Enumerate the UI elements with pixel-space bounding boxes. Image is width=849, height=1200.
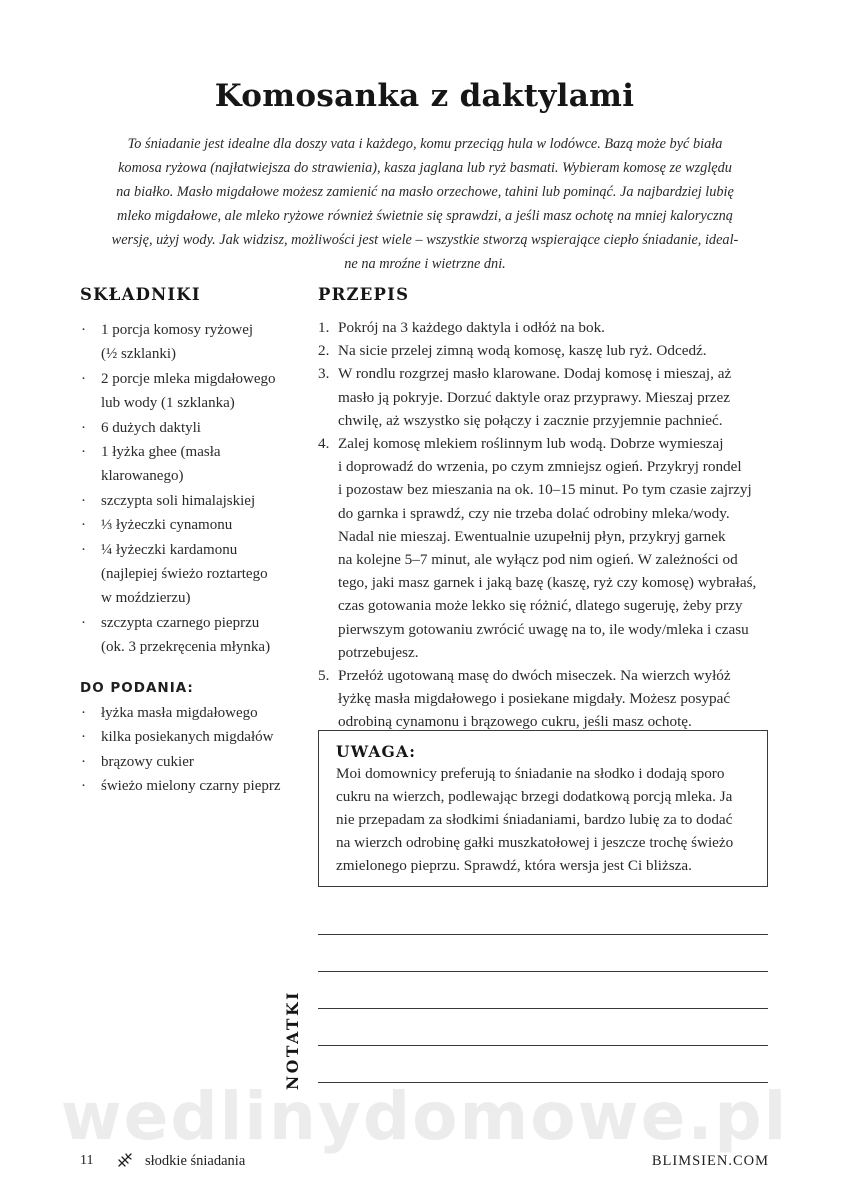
note-line-text: na wierzch odrobinę gałki muszkatołowej i jeszcze trochę świeżo: [336, 834, 734, 851]
page-number: 11: [80, 1153, 94, 1168]
ingredient-text: klarowanego): [101, 468, 184, 485]
step-text: W rondlu rozgrzej masło klarowane. Dodaj komosę i mieszaj, aż: [338, 365, 732, 383]
ingredient-item: [80, 538, 305, 611]
step-text: odrobiną cynamonu i brązowego cukru, jeśli masz ochotę.: [338, 713, 692, 731]
step-number: 1.: [318, 319, 330, 336]
page-title: Komosanka z daktylami: [214, 78, 635, 114]
recipe-step: [318, 664, 778, 734]
ingredient-text: (ok. 3 przekręcenia młynka): [101, 639, 271, 656]
step-text: na kolejne 5–7 minut, ale wyłącz pod nim ogień. W zależności od: [338, 551, 738, 569]
step-text: łyżkę masła migdałowego i posiekane migdały. Możesz posypać: [338, 690, 731, 708]
ingredients-list: [80, 318, 305, 660]
bullet-icon: ·: [81, 778, 86, 795]
step-text: do garnka i sprawdź, czy nie trzeba dolać odrobiny mleka/wody.: [338, 504, 730, 522]
step-text: Zalej komosę mlekiem roślinnym lub wodą. Dobrze wymieszaj: [338, 435, 724, 453]
step-text: i pozostaw bez mieszania na ok. 10–15 minut. Po tym czasie zajrzyj: [338, 481, 752, 499]
ingredient-text: 2 porcje mleka migdałowego: [101, 370, 276, 387]
step-text: Przełóż ugotowaną masę do dwóch miseczek. Na wierzch wyłóż: [338, 667, 731, 685]
intro-paragraph: [100, 132, 750, 277]
ingredient-item: [80, 440, 305, 489]
step-number: 4.: [318, 435, 330, 453]
ingredient-text: szczypta czarnego pieprzu: [101, 614, 260, 631]
bullet-icon: ·: [81, 753, 86, 770]
serving-list: [80, 701, 305, 799]
ingredient-text: w moździerzu): [101, 590, 191, 607]
notes-label: NOTATKI: [283, 990, 302, 1090]
serving-item: [80, 750, 305, 774]
bullet-icon: ·: [81, 444, 86, 461]
ingredient-text: (½ szklanki): [101, 346, 176, 363]
notes-writing-line: [318, 934, 768, 935]
intro-line: mleko migdałowe, ale mleko ryżowe również świetnie się sprawdzi, a jeśli masz ochotę na mniej kaloryczną: [117, 208, 733, 225]
serving-text: brązowy cukier: [101, 753, 194, 770]
ingredients-heading: SKŁADNIKI: [80, 285, 201, 304]
intro-line: komosa ryżowa (najłatwiejsza do strawienia), kasza jaglana lub ryż basmati. Wybieram komosę ze względu: [118, 160, 732, 177]
notes-writing-line: [318, 971, 768, 972]
ingredient-item: [80, 513, 305, 537]
ingredient-text: (najlepiej świeżo roztartego: [101, 566, 268, 583]
ingredient-item: [80, 367, 305, 416]
serving-heading: DO PODANIA:: [80, 680, 194, 696]
step-text: pierwszym gotowaniu zwrócić uwagę na to, ile wody/mleka i czasu: [338, 620, 749, 638]
serving-item: [80, 725, 305, 749]
step-text: tego, jaki masz garnek i jaką bazę (kaszę, ryż czy komosę) wybrałaś,: [338, 574, 757, 592]
note-title: UWAGA:: [336, 742, 417, 761]
step-text: Nadal nie mieszaj. Ewentualnie uzupełnij płyn, przykryj garnek: [338, 527, 726, 545]
leaf-icon: [116, 1151, 134, 1169]
serving-item: [80, 774, 305, 798]
recipe-steps: [318, 316, 778, 734]
recipe-heading: PRZEPIS: [318, 285, 410, 304]
ingredient-item: [80, 318, 305, 367]
ingredient-text: lub wody (1 szklanka): [101, 395, 235, 412]
ingredient-text: szczypta soli himalajskiej: [101, 492, 256, 509]
ingredient-item: [80, 489, 305, 513]
bullet-icon: ·: [81, 517, 86, 534]
note-line-text: cukru na wierzch, podlewając brzegi dodatkową porcją mleka. Ja: [336, 788, 733, 805]
bullet-icon: ·: [81, 322, 86, 338]
serving-item: [80, 701, 305, 725]
ingredient-text: 1 porcja komosy ryżowej: [101, 322, 254, 338]
step-text: potrzebujesz.: [338, 643, 419, 661]
step-number: 2.: [318, 342, 330, 360]
serving-text: łyżka masła migdałowego: [101, 705, 258, 721]
serving-text: kilka posiekanych migdałów: [101, 729, 274, 746]
note-text: [336, 762, 751, 877]
step-text: i doprowadź do wrzenia, po czym zmniejsz ogień. Przykryj rondel: [338, 458, 742, 476]
step-text: chwilę, aż wszystko się połączy i zacznie przyjemnie pachnieć.: [338, 411, 723, 429]
step-text: Na sicie przelej zimną wodą komosę, kaszę lub ryż. Odcedź.: [338, 342, 707, 360]
bullet-icon: ·: [81, 705, 86, 721]
step-number: 3.: [318, 365, 330, 383]
ingredient-item: [80, 416, 305, 440]
notes-writing-line: [318, 1045, 768, 1046]
ingredient-text: 6 dużych daktyli: [101, 419, 201, 436]
step-number: 5.: [318, 667, 330, 685]
step-text: Pokrój na 3 każdego daktyla i odłóż na bok.: [338, 319, 605, 336]
bullet-icon: ·: [81, 419, 86, 436]
ingredient-text: ⅓ łyżeczki cynamonu: [101, 517, 233, 534]
note-line-text: Moi domownicy preferują to śniadanie na słodko i dodają sporo: [336, 765, 725, 782]
step-text: masło ją pokryje. Dorzuć daktyle oraz przyprawy. Mieszaj przez: [338, 388, 731, 406]
recipe-step: [318, 432, 778, 664]
recipe-step: [318, 339, 778, 362]
intro-line: na białko. Masło migdałowe możesz zamienić na masło orzechowe, tahini lub pominąć. Ja najbardziej lubię: [116, 184, 734, 201]
bullet-icon: ·: [81, 370, 86, 387]
bullet-icon: ·: [81, 729, 86, 746]
website-link[interactable]: BLIMSIEN.COM: [651, 1153, 769, 1169]
note-line-text: nie przepadam za słodkimi śniadaniami, bardzo lubię za to dodać: [336, 811, 733, 828]
ingredient-text: ¼ łyżeczki kardamonu: [101, 541, 238, 558]
intro-line: wersję, użyj wody. Jak widzisz, możliwości jest wiele – wszystkie stworzą wspierające ciepło śniadanie, ideal-: [111, 232, 739, 249]
intro-line: ne na mroźne i wietrzne dni.: [344, 256, 506, 273]
ingredient-item: [80, 611, 305, 660]
bullet-icon: ·: [81, 541, 86, 558]
bullet-icon: ·: [81, 614, 86, 631]
bullet-icon: ·: [81, 492, 86, 509]
note-box: [318, 730, 768, 887]
notes-writing-line: [318, 1008, 768, 1009]
watermark: wedlinydomowe.pl: [60, 1078, 789, 1155]
intro-line: To śniadanie jest idealne dla doszy vata i każdego, komu przeciąg hula w lodówce. Bazą może być biała: [127, 136, 723, 152]
note-line-text: zmielonego pieprzu. Sprawdź, która wersja jest Ci bliższa.: [336, 857, 692, 874]
ingredient-text: 1 łyżka ghee (masła: [101, 444, 221, 461]
recipe-step: [318, 362, 778, 432]
serving-text: świeżo mielony czarny pieprz: [101, 778, 281, 795]
section-name: słodkie śniadania: [145, 1153, 246, 1169]
step-text: czas gotowania może lekko się różnić, dlatego sugeruję, żeby przy: [338, 597, 743, 615]
recipe-step: [318, 316, 778, 339]
